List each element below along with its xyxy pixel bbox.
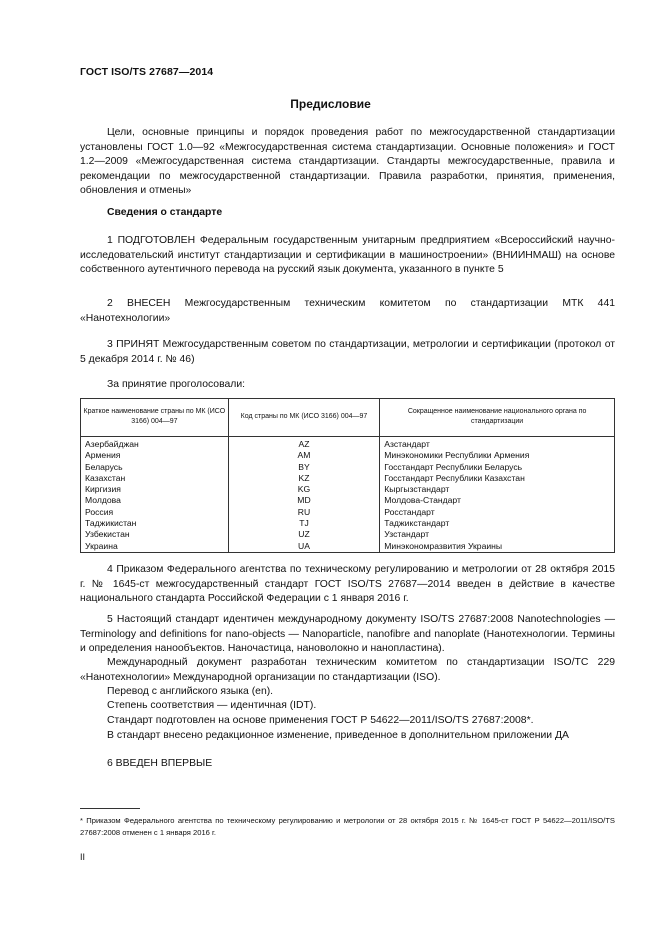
table-cell-code: RU (228, 507, 380, 518)
item-5-editorial-change: В стандарт внесено редакционное изменение, приведенное в дополнительном приложении ДА (107, 730, 569, 741)
intro-paragraph: Цели, основные принципы и порядок проведения работ по межгосударственной стандартизации установлены ГОСТ 1.0—92 «Межгосударственная система стандартизации. Основные положения» и ГОСТ 1.2—2009 «Межгосударственная система стандартизации. Стандарты межгосударственные, правила и рекомендации по межгосударственной стандартизации. Правила разработки, принятия, применения, обновления и отмены» (80, 127, 615, 197)
table-cell-country: Киргизия (81, 484, 229, 495)
table-cell-body: Кыргызстандарт (380, 484, 615, 495)
table-cell-body: Минэкономики Республики Армения (380, 450, 615, 461)
table-cell-country: Украина (81, 541, 229, 553)
footnote: * Приказом Федерального агентства по техническому регулированию и метрологии от 28 октября 2015 г. № 1645-ст ГОСТ Р 54622—2011/ISO/TS 27687:2008 отменен с 1 января 2016 г. (80, 816, 615, 837)
table-row (81, 529, 615, 540)
table-cell-code: KZ (228, 473, 380, 484)
page-number: II (80, 852, 86, 862)
item-5-conformity: Степень соответствия — идентичная (IDT). (107, 700, 317, 711)
item-5-international-doc: Международный документ разработан техническим комитетом по стандартизации ISO/TC 229 «Нанотехнологии» Международной организации по стандартизации (ISO). (80, 657, 615, 683)
table-cell-country: Армения (81, 450, 229, 461)
table-row (81, 507, 615, 518)
table-cell-body: Таджикстандарт (380, 518, 615, 529)
table-row (81, 484, 615, 495)
item-3-paragraph: 3 ПРИНЯТ Межгосударственным советом по стандартизации, метрологии и сертификации (протокол от 5 декабря 2014 г. № 46) (80, 339, 615, 365)
table-cell-body: Минэкономразвития Украины (380, 541, 615, 553)
item-4-paragraph: 4 Приказом Федерального агентства по техническому регулированию и метрологии от 28 октября 2015 г. № 1645-ст межгосударственный стандарт ГОСТ ISO/TS 27687—2014 введен в действие в качестве национального стандарта Российской Федерации с 1 января 2016 г. (80, 564, 615, 605)
table-cell-body: Азстандарт (380, 437, 615, 451)
table-header-body: Сокращенное наименование национального органа по стандартизации (380, 399, 615, 437)
table-cell-code: TJ (228, 518, 380, 529)
item-6-text: 6 ВВЕДЕН ВПЕРВЫЕ (107, 758, 213, 769)
table-row (81, 450, 615, 461)
table-cell-body: Молдова-Стандарт (380, 495, 615, 506)
footnote-rule (80, 808, 140, 809)
table-cell-code: AZ (228, 437, 380, 451)
table-row (81, 541, 615, 553)
table-cell-country: Беларусь (81, 462, 229, 473)
voting-table (80, 398, 615, 553)
page-title: Предисловие (290, 97, 371, 111)
table-cell-country: Азербайджан (81, 437, 229, 451)
table-row (81, 473, 615, 484)
table-row (81, 437, 615, 451)
voted-label: За принятие проголосовали: (107, 379, 246, 390)
item-5-translation: Перевод с английского языка (en). (107, 686, 274, 697)
table-cell-code: KG (228, 484, 380, 495)
table-row (81, 462, 615, 473)
table-cell-code: AM (228, 450, 380, 461)
item-2-paragraph: 2 ВНЕСЕН Межгосударственным техническим комитетом по стандартизации МТК 441 «Нанотехнологии» (80, 298, 615, 324)
table-cell-code: MD (228, 495, 380, 506)
table-header-country: Краткое наименование страны по МК (ИСО 3166) 004—97 (81, 399, 229, 437)
item-1-paragraph: 1 ПОДГОТОВЛЕН Федеральным государственным унитарным предприятием «Всероссийский научно-исследовательский институт стандартизации и сертификации в машиностроении» (ВНИИНМАШ) на основе собственного аутентичного перевода на русский язык документа, указанного в пункте 5 (80, 235, 615, 276)
table-cell-country: Узбекистан (81, 529, 229, 540)
table-header-row (81, 399, 615, 437)
section-heading: Сведения о стандарте (107, 207, 223, 218)
table-header-code: Код страны по МК (ИСО 3166) 004—97 (228, 399, 380, 437)
document-code-header: ГОСТ ISO/TS 27687—2014 (80, 66, 214, 78)
table-cell-code: UA (228, 541, 380, 553)
table-cell-body: Узстандарт (380, 529, 615, 540)
table-cell-country: Таджикистан (81, 518, 229, 529)
table-cell-country: Казахстан (81, 473, 229, 484)
item-5-basis: Стандарт подготовлен на основе применения ГОСТ Р 54622—2011/ISO/TS 27687:2008*. (107, 715, 534, 726)
table-cell-country: Россия (81, 507, 229, 518)
item-5-paragraph: 5 Настоящий стандарт идентичен международному документу ISO/TS 27687:2008 Nanotechnologies — Terminology and definitions for nano-objects — Nanoparticle, nanofibre and nanoplate (Нанотехнологии. Термины и определения нанообъектов. Наночастица, нановолокно и нанопластина). (80, 614, 615, 655)
table-cell-body: Госстандарт Республики Беларусь (380, 462, 615, 473)
table-row (81, 495, 615, 506)
table-cell-body: Росстандарт (380, 507, 615, 518)
table-cell-country: Молдова (81, 495, 229, 506)
table-row (81, 518, 615, 529)
table-cell-body: Госстандарт Республики Казахстан (380, 473, 615, 484)
table-cell-code: UZ (228, 529, 380, 540)
table-cell-code: BY (228, 462, 380, 473)
